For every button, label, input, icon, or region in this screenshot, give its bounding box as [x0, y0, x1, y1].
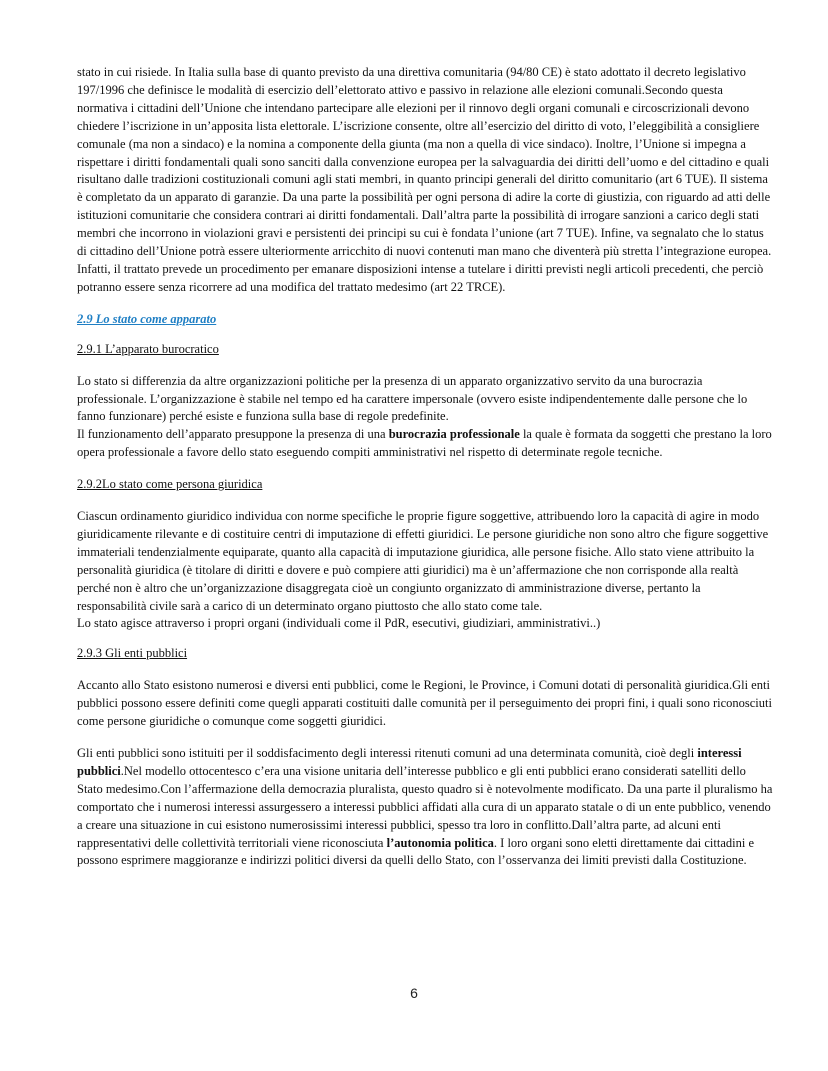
bold-term-interessi-pubblici: interessi pubblici — [77, 746, 742, 778]
page-number: 6 — [410, 985, 418, 1001]
subsection-heading-2-9-2: 2.9.2Lo stato come persona giuridica — [77, 477, 263, 492]
paragraph-persona-giuridica-2: Lo stato agisce attraverso i propri organi (individuali come il PdR, esecutivi, giudiziari, amministrativi..) — [77, 616, 601, 631]
intro-paragraph: stato in cui risiede. In Italia sulla base di quanto previsto da una direttiva comunitaria (94/80 CE) è stato adottato il decreto legislativo 197/1996 che definisce le modalità di esercizio dell’elettorato attivo e passivo in relazione alle elezioni comunali.Secondo questa normativa i cittadini dell’Unione che intendano partecipare alle elezioni per il rinnovo degli organi comunali e circoscrizionali devono chiedere l’iscrizione in un’apposita lista elettorale. L’iscrizione consente, oltre all’esercizio del diritto di voto, l’eleggibilità a consigliere comunale (ma non a sindaco) e la nomina a componente della giunta (ma non a quella di vice sindaco). Inoltre, l’Unione si impegna a rispettare i diritti fondamentali quali sono sanciti dalla convenzione europea per la salvaguardia dei diritti dell’uomo e del cittadino e quali risultano dalle tradizioni costituzionali comuni agli stati membri, in quanto principi generali del diritto comunitario (art 6 TUE). Il sistema è completato da un apparato di garanzie. Da una parte la possibilità per ogni persona di adire la corte di giustizia, con riguardo ad atti delle istituzioni comunitarie che considera contrari ai diritti fondamentali. Dall’altra parte la possibilità di irrogare sanzioni a carico degli stati membri che incorrono in violazioni gravi e persistenti dei principi su cui è fondata l’unione (art 7 TUE). Infine, va segnalato che lo status di cittadino dell’Unione potrà essere ulteriormente arricchito di nuovi contenuti man mano che diventerà più stretta l’integrazione europea. Infatti, il trattato prevede un procedimento per emanare disposizioni intense a tutelare i diritti previsti negli articoli precedenti, che perciò potranno essere senza ricorrere ad una modifica del trattato medesimo (art 22 TRCE). — [77, 65, 772, 294]
text-run: Gli enti pubblici sono istituiti per il soddisfacimento degli interessi ritenuti comuni ad una determinata comunità, cioè degli — [77, 746, 698, 760]
text-run: . I loro organi sono eletti direttamente dai cittadini e possono esprimere maggioranze e indirizzi politici diversi da quelli dello Stato, con l’osservanza dei limiti previsti dalla Costituzione. — [77, 835, 755, 868]
subsection-heading-2-9-3: 2.9.3 Gli enti pubblici — [77, 646, 188, 661]
paragraph-enti-pubblici-2 — [77, 745, 773, 870]
paragraph-burocrazia-1: Lo stato si differenzia da altre organizzazioni politiche per la presenza di un apparato organizzativo servito da una burocrazia professionale. L’organizzazione è stabile nel tempo ed ha carattere impersonale (ovvero esiste indipendentemente dalle persone che lo fanno funzionare) perché esiste e funziona sulla base di regole predefinite. — [77, 373, 748, 424]
paragraph-persona-giuridica-1: Ciascun ordinamento giuridico individua con norme specifiche le proprie figure soggettive, attribuendo loro la capacità di agire in modo giuridicamente rilevante e di costituire centri di imputazione di effetti giuridici. Le persone giuridiche non sono altro che figure soggettive immateriali tendenzialmente equiparate, quanto alla capacità di imputazione giuridica, alle persone fisiche. Allo stato viene attribuito la personalità giuridica (è titolare di diritti e dovere e può compiere atti giuridici) ma è un’affermazione che non corrisponde alla realtà perché non è altro che un’organizzazione disaggregata cioè un congiunto organizzato di amministrazione diverse, pertanto la responsabilità civile sarà a carico di un determinato organo piuttosto che allo stato come tale. — [77, 509, 769, 613]
paragraph-enti-pubblici-1: Accanto allo Stato esistono numerosi e diversi enti pubblici, come le Regioni, le Province, i Comuni dotati di personalità giuridica.Gli enti pubblici possono essere definiti come quegli apparati costituiti dalle comunità per il perseguimento dei propri fini, i quali sono riconosciuti come persone giuridiche o comunque come soggetti giuridici. — [77, 678, 772, 729]
text-run: .Nel modello ottocentesco c’era una visione unitaria dell’interesse pubblico e gli enti pubblici erano considerati satelliti dello Stato medesimo.Con l’affermazione della democrazia pluralista, questo quadro si è notevolmente modificato. Da una parte il pluralismo ha comportato che i numerosi interessi assurgessero a interessi pubblici affidati alla cura di un apparato statale o di un ente pubblico, venendo a creare una situazione in cui esistono numerosissimi interessi pubblici, spesso tra loro in conflitto.Dall’altra parte, ad alcuni enti rappresentativi delle collettività territoriali viene riconosciuta — [77, 763, 773, 850]
section-heading-2-9[interactable]: 2.9 Lo stato come apparato — [77, 311, 217, 326]
subsection-heading-2-9-1: 2.9.1 L’apparato burocratico — [77, 341, 219, 356]
bold-term-burocrazia: burocrazia professionale — [388, 427, 520, 442]
document-page — [77, 64, 773, 870]
paragraph-burocrazia-2 — [77, 426, 773, 462]
text-run: Il funzionamento dell’apparato presuppone la presenza di una — [77, 427, 389, 442]
bold-term-autonomia-politica: l’autonomia politica — [386, 835, 494, 850]
text-run: la quale è formata da soggetti che prestano la loro opera professionale a favore dello stato eseguendo compiti amministrativi nel rispetto di determinate regole tecniche. — [77, 427, 772, 460]
